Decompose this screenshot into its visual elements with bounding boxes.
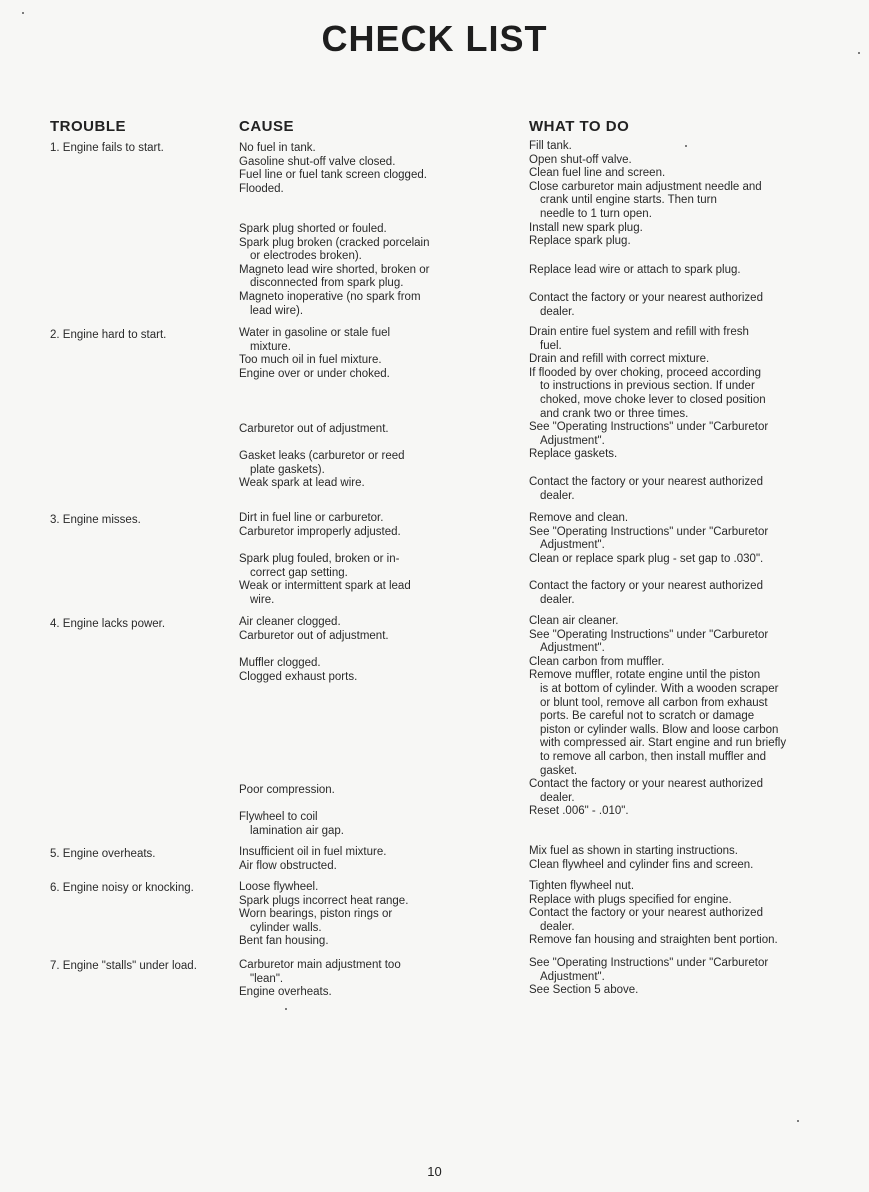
remedy-group	[529, 476, 763, 503]
text-line: wire.	[250, 593, 275, 606]
text-line: Drain and refill with correct mixture.	[529, 353, 710, 366]
text-line: Gasket leaks (carburetor or reed	[239, 450, 405, 462]
text-line: Bent fan housing.	[239, 935, 329, 948]
scan-speck	[685, 145, 687, 147]
text-line: Engine over or under choked.	[239, 367, 390, 380]
text-line: ports. Be careful not to scratch or damage	[540, 710, 755, 723]
text-line: dealer.	[540, 305, 575, 318]
text-line: cylinder walls.	[250, 921, 322, 934]
trouble-header: TROUBLE	[50, 118, 126, 135]
cause-group	[239, 423, 389, 437]
text-line: Spark plug broken (cracked porcelain	[239, 236, 430, 249]
text-line: "lean".	[250, 972, 284, 985]
text-line: Carburetor main adjustment too	[239, 959, 401, 971]
scan-speck	[858, 52, 860, 54]
text-line: Weak or intermittent spark at lead	[239, 580, 411, 593]
text-line: lamination air gap.	[250, 824, 344, 837]
text-line: Replace lead wire or attach to spark plug.	[529, 264, 741, 276]
remedy-group	[529, 615, 786, 819]
text-line: dealer.	[540, 593, 575, 606]
text-line: Clean flywheel and cylinder fins and screen.	[529, 858, 754, 871]
text-line: Contact the factory or your nearest authorized	[529, 292, 763, 304]
text-line: fuel.	[540, 339, 562, 352]
cause-group	[239, 959, 401, 1000]
text-line: Spark plug shorted or fouled.	[239, 223, 387, 235]
cause-group	[239, 327, 390, 381]
text-line: Carburetor out of adjustment.	[239, 629, 389, 642]
text-line: Magneto lead wire shorted, broken or	[239, 263, 430, 276]
text-line: Contact the factory or your nearest authorized	[529, 580, 763, 592]
scan-speck	[22, 12, 24, 14]
cause-group	[239, 223, 430, 318]
text-line: with compressed air. Start engine and run briefly	[540, 737, 787, 750]
text-line: Weak spark at lead wire.	[239, 477, 365, 490]
text-line: Close carburetor main adjustment needle and	[529, 180, 762, 193]
text-line: disconnected from spark plug.	[250, 277, 404, 290]
text-line: plate gaskets).	[250, 463, 325, 476]
text-line: Carburetor out of adjustment.	[239, 423, 389, 435]
cause-group	[239, 553, 411, 607]
text-line: Drain entire fuel system and refill with fresh	[529, 326, 749, 338]
text-line: mixture.	[250, 340, 291, 353]
cause-group	[239, 657, 357, 684]
cause-group	[239, 450, 405, 491]
text-line: Too much oil in fuel mixture.	[239, 354, 382, 367]
text-line: or blunt tool, remove all carbon from exhaust	[540, 696, 768, 709]
text-line: Gasoline shut-off valve closed.	[239, 155, 396, 168]
text-line: Tighten flywheel nut.	[529, 880, 635, 892]
remedy-group	[529, 845, 753, 872]
remedy-group	[529, 292, 763, 319]
text-line: Adjustment".	[540, 970, 605, 983]
remedy-group	[529, 957, 768, 998]
text-line: dealer.	[540, 489, 575, 502]
text-line: Remove and clean.	[529, 512, 629, 524]
cause-group	[239, 616, 389, 643]
text-line: Worn bearings, piston rings or	[239, 908, 393, 921]
text-line: Contact the factory or your nearest authorized	[529, 907, 763, 920]
cause-group	[239, 784, 335, 798]
text-line: Insufficient oil in fuel mixture.	[239, 846, 387, 858]
text-line: choked, move choke lever to closed position	[540, 393, 766, 406]
text-line: Clean air cleaner.	[529, 615, 619, 627]
cause-group	[239, 846, 386, 873]
scan-speck	[285, 1008, 287, 1010]
cause-group	[239, 512, 401, 539]
text-line: See "Operating Instructions" under "Carburetor	[529, 957, 769, 969]
text-line: See "Operating Instructions" under "Carburetor	[529, 421, 769, 434]
page-title: CHECK LIST	[321, 18, 548, 59]
remedy-group	[529, 140, 762, 249]
text-line: Engine overheats.	[239, 986, 332, 999]
text-line: piston or cylinder walls. Blow and loose carbon	[540, 723, 779, 736]
text-line: Adjustment".	[540, 539, 605, 552]
text-line: gasket.	[540, 764, 578, 777]
what-to-do-header: WHAT TO DO	[529, 118, 630, 135]
text-line: Adjustment".	[540, 434, 605, 447]
text-line: Water in gasoline or stale fuel	[239, 327, 391, 339]
cause-group	[239, 811, 344, 838]
remedy-group	[529, 264, 741, 278]
text-line: and crank two or three times.	[540, 407, 689, 420]
text-line: See "Operating Instructions" under "Carburetor	[529, 525, 769, 538]
text-line: dealer.	[540, 920, 575, 933]
text-line: Fuel line or fuel tank screen clogged.	[239, 169, 427, 182]
trouble-item: 5. Engine overheats.	[50, 848, 156, 860]
text-line: If flooded by over choking, proceed according	[529, 366, 762, 379]
text-line: Air flow obstructed.	[239, 859, 337, 872]
trouble-item: 4. Engine lacks power.	[50, 618, 166, 630]
text-line: needle to 1 turn open.	[540, 207, 652, 220]
text-line: Spark plug fouled, broken or in-	[239, 553, 400, 565]
text-line: dealer.	[540, 791, 575, 804]
text-line: See Section 5 above.	[529, 984, 639, 997]
text-line: Clean fuel line and screen.	[529, 167, 666, 180]
remedy-group	[529, 326, 768, 462]
page-number: 10	[427, 1164, 442, 1179]
cause-group	[239, 881, 408, 949]
text-line: Clogged exhaust ports.	[239, 670, 358, 683]
trouble-item: 1. Engine fails to start.	[50, 142, 164, 154]
text-line: to instructions in previous section. If under	[540, 380, 755, 393]
text-line: No fuel in tank.	[239, 142, 316, 154]
text-line: Install new spark plug.	[529, 221, 643, 234]
trouble-item: 2. Engine hard to start.	[50, 329, 167, 341]
text-line: Clean or replace spark plug - set gap to .030".	[529, 552, 764, 565]
trouble-item: 6. Engine noisy or knocking.	[50, 882, 194, 894]
text-line: is at bottom of cylinder. With a wooden scraper	[540, 682, 779, 695]
text-line: Mix fuel as shown in starting instructions.	[529, 845, 739, 857]
text-line: Poor compression.	[239, 784, 335, 796]
text-line: lead wire).	[250, 304, 304, 317]
text-line: Contact the factory or your nearest authorized	[529, 476, 763, 488]
text-line: Muffler clogged.	[239, 657, 321, 669]
text-line: Reset .006" - .010".	[529, 805, 629, 818]
text-line: Fill tank.	[529, 140, 572, 152]
remedy-group	[529, 580, 763, 607]
remedy-group	[529, 512, 768, 566]
text-line: Remove muffler, rotate engine until the piston	[529, 669, 761, 682]
text-line: Replace gaskets.	[529, 448, 618, 461]
text-line: Clean carbon from muffler.	[529, 655, 665, 668]
trouble-item: 3. Engine misses.	[50, 514, 141, 526]
text-line: Loose flywheel.	[239, 881, 319, 893]
text-line: or electrodes broken).	[250, 250, 362, 263]
text-line: Dirt in fuel line or carburetor.	[239, 512, 384, 524]
text-line: Replace spark plug.	[529, 235, 631, 248]
text-line: Flooded.	[239, 182, 284, 195]
text-line: crank until engine starts. Then turn	[540, 194, 717, 207]
cause-header: CAUSE	[239, 118, 295, 135]
text-line: Air cleaner clogged.	[239, 616, 341, 628]
text-line: Contact the factory or your nearest authorized	[529, 778, 763, 791]
text-line: Open shut-off valve.	[529, 153, 632, 166]
text-line: to remove all carbon, then install muffler and	[540, 750, 767, 763]
text-line: Magneto inoperative (no spark from	[239, 290, 421, 303]
scan-speck	[797, 1120, 799, 1122]
text-line: Remove fan housing and straighten bent portion.	[529, 934, 778, 947]
text-line: Flywheel to coil	[239, 811, 318, 823]
text-line: correct gap setting.	[250, 566, 348, 579]
text-line: See "Operating Instructions" under "Carburetor	[529, 628, 769, 641]
trouble-item: 7. Engine "stalls" under load.	[50, 960, 197, 972]
text-line: Adjustment".	[540, 642, 605, 655]
text-line: Spark plugs incorrect heat range.	[239, 894, 409, 907]
text-line: Carburetor improperly adjusted.	[239, 525, 401, 538]
remedy-group	[529, 880, 778, 948]
text-line: Replace with plugs specified for engine.	[529, 893, 732, 906]
cause-group	[239, 142, 427, 196]
